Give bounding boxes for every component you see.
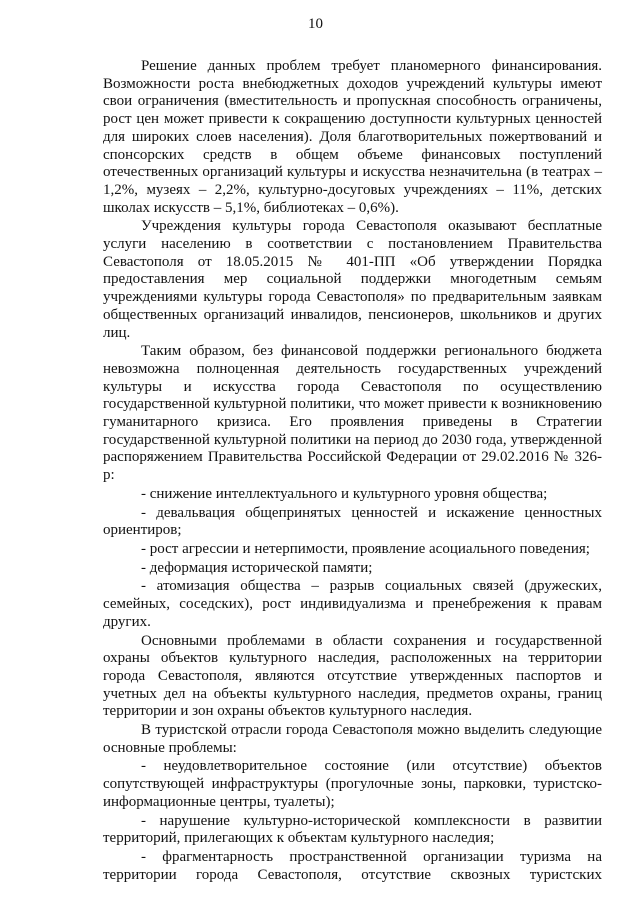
list-item: - нарушение культурно-исторической комплексности в развитии территорий, прилегающих к объектам культурного наследия; bbox=[103, 812, 602, 847]
list-item: - деформация исторической памяти; bbox=[141, 559, 373, 576]
list-item: - девальвация общепринятых ценностей и искажение ценностных ориентиров; bbox=[103, 504, 602, 539]
list-item: - неудовлетворительное состояние (или отсутствие) объектов сопутствующей инфраструктуры (прогулочные зоны, парковки, туристско-информационные центры, туалеты); bbox=[103, 758, 602, 810]
list-item: - атомизация общества – разрыв социальных связей (дружеских, семейных, соседских), рост индивидуализма и пренебрежения к правам других. bbox=[103, 578, 602, 630]
paragraph-financing: Решение данных проблем требует планомерного финансирования. Возможности роста внебюджетных доходов учреждений культуры имеют свои ограничения (вместительность и пропускная способность ограничены, рост цен может привести к сокращению доступности культурных ценностей для широких слоев населения). Доля благотворительных пожертвований и спонсорских средств в общем объеме финансовых поступлений отечественных организаций культуры и искусства незначительна (в театрах – 1,2%, музеях – 2,2%, культурно-досуговых учреждениях – 11%, детских школах искусств – 5,1%, библиотеках – 0,6%). bbox=[103, 58, 602, 216]
paragraph-cultural-heritage: Основными проблемами в области сохранения и государственной охраны объектов культурного наследия, расположенных на территории города Севастополя, являются отсутствие утвержденных паспортов и учетных дел на объекты культурного наследия, предметов охраны, границ территории и зон охраны объектов культурного наследия. bbox=[103, 632, 602, 720]
paragraph-humanitarian-crisis: Таким образом, без финансовой поддержки регионального бюджета невозможна полноценная деятельность государственных учреждений культуры и искусства города Севастополя по осуществлению государственной культурной политики, что может привести к возникновению гуманитарного кризиса. Его проявления приведены в Стратегии государственной культурной политики на период до 2030 года, утвержденной распоряжением Правительства Российской Федерации от 29.02.2016 № 326-р: bbox=[103, 343, 602, 484]
document-body bbox=[103, 58, 602, 884]
list-item: - рост агрессии и нетерпимости, проявление асоциального поведения; bbox=[141, 540, 590, 557]
list-item: - снижение интеллектуального и культурного уровня общества; bbox=[141, 485, 548, 502]
list-item: - фрагментарность пространственной организации туризма на территории города Севастополя, отсутствие сквозных туристских bbox=[103, 848, 602, 883]
paragraph-tourism-intro: В туристской отрасли города Севастополя можно выделить следующие основные проблемы: bbox=[103, 722, 602, 756]
paragraph-free-services: Учреждения культуры города Севастополя оказывают бесплатные услуги населению в соответствии с постановлением Правительства Севастополя от 18.05.2015 № 401-ПП «Об утверждении Порядка предоставления мер социальной поддержки многодетным семьям учреждениями культуры города Севастополя» по предварительным заявкам общественных организаций инвалидов, пенсионеров, школьников и других лиц. bbox=[103, 218, 602, 341]
page-number: 10 bbox=[308, 16, 323, 32]
